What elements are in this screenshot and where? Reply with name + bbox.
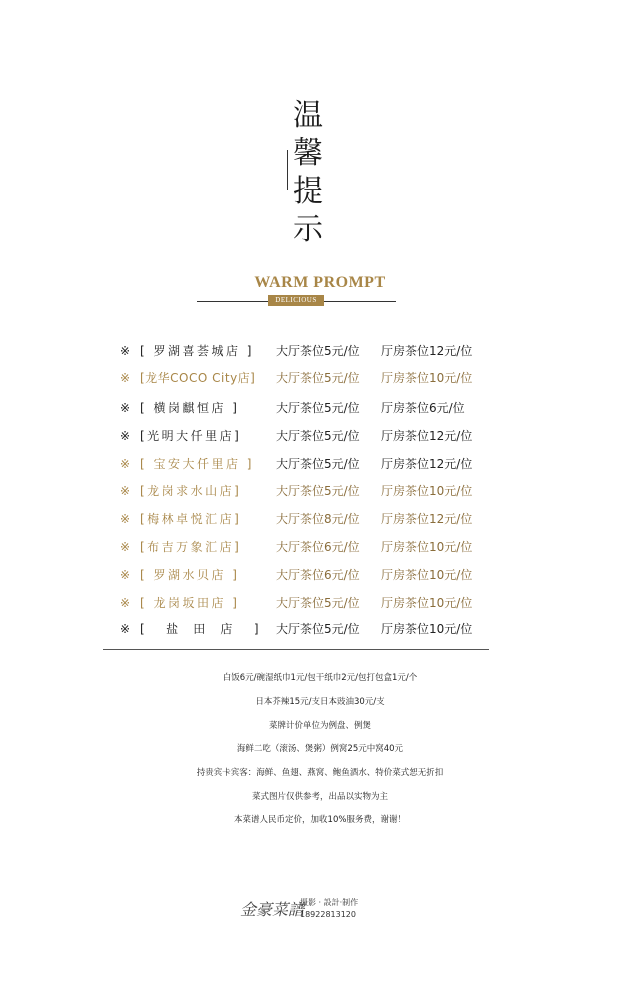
store-name: [ 横岗麒恒店 ] (140, 401, 240, 415)
note-line: 菜牌计价单位为例盘、例煲 (268, 721, 371, 731)
store-name: [龙华COCO City店] (140, 371, 256, 385)
bullet-mark: ※ (120, 512, 131, 526)
credit-text: 摄影 · 設計·制作 (300, 898, 359, 907)
store-row (0, 453, 640, 475)
bullet-mark: ※ (120, 457, 131, 471)
room-tea-fee: 厅房茶位10元/位 (381, 568, 473, 582)
note-line: 本菜谱人民币定价，加收10%服务费，谢谢！ (234, 815, 406, 825)
hall-tea-fee: 大厅茶位5元/位 (276, 596, 360, 610)
room-tea-fee: 厅房茶位12元/位 (381, 512, 473, 526)
page-title (288, 98, 328, 250)
subtitle: WARM PROMPT (254, 274, 386, 291)
note-line: 日本芥辣15元/支日本豉油30元/支 (255, 697, 385, 707)
title-char: 提 (293, 174, 323, 209)
design-credit (300, 897, 358, 921)
store-row (0, 618, 640, 640)
bullet-mark: ※ (120, 401, 131, 415)
hall-tea-fee: 大厅茶位8元/位 (276, 512, 360, 526)
note-line: 菜式图片仅供参考，出品以实物为主 (251, 792, 388, 802)
title-accent-bar (287, 150, 288, 190)
section-divider (103, 649, 489, 650)
store-name: [ 龙岗坂田店 ] (140, 596, 240, 610)
bullet-mark: ※ (120, 484, 131, 498)
room-tea-fee: 厅房茶位10元/位 (381, 596, 473, 610)
brand-logo: 金豪菜譜 (240, 900, 305, 919)
store-name: [布吉万象汇店] (140, 540, 242, 554)
credit-phone: 18922813120 (300, 910, 356, 919)
hall-tea-fee: 大厅茶位5元/位 (276, 622, 360, 636)
store-row (0, 397, 640, 419)
store-name: [梅林卓悦汇店] (140, 512, 242, 526)
store-name: [ 罗湖喜荟城店 ] (140, 344, 254, 358)
store-row (0, 564, 640, 586)
hall-tea-fee: 大厅茶位5元/位 (276, 457, 360, 471)
note-line: 海鲜二吃（滚汤、煲粥）例窝25元中窝40元 (236, 744, 404, 754)
store-name: [ 罗湖水贝店 ] (140, 568, 240, 582)
bullet-mark: ※ (120, 596, 131, 610)
hall-tea-fee: 大厅茶位6元/位 (276, 540, 360, 554)
room-tea-fee: 厅房茶位10元/位 (381, 540, 473, 554)
room-tea-fee: 厅房茶位12元/位 (381, 457, 473, 471)
note-line: 持贵宾卡宾客：海鲜、鱼翅、燕窝、鲍鱼酒水、特价菜式恕无折扣 (196, 768, 444, 778)
bullet-mark: ※ (120, 429, 131, 443)
bullet-mark: ※ (120, 371, 131, 385)
divider-line-left (197, 301, 269, 302)
delicious-badge: DELICIOUS (268, 295, 324, 306)
bullet-mark: ※ (120, 622, 131, 636)
store-row (0, 367, 640, 389)
note-line: 白饭6元/碗湿纸巾1元/包干纸巾2元/包打包盒1元/个 (222, 673, 418, 683)
store-row (0, 592, 640, 614)
hall-tea-fee: 大厅茶位6元/位 (276, 568, 360, 582)
store-row (0, 508, 640, 530)
bullet-mark: ※ (120, 540, 131, 554)
bullet-mark: ※ (120, 568, 131, 582)
bullet-mark: ※ (120, 344, 131, 358)
title-char: 示 (293, 212, 323, 247)
store-row (0, 425, 640, 447)
store-row (0, 340, 640, 362)
store-name: [龙岗求水山店] (140, 484, 242, 498)
hall-tea-fee: 大厅茶位5元/位 (276, 371, 360, 385)
store-row (0, 536, 640, 558)
divider-line-right (324, 301, 396, 302)
room-tea-fee: 厅房茶位10元/位 (381, 484, 473, 498)
hall-tea-fee: 大厅茶位5元/位 (276, 344, 360, 358)
hall-tea-fee: 大厅茶位5元/位 (276, 429, 360, 443)
title-char: 馨 (293, 136, 323, 171)
store-row (0, 480, 640, 502)
room-tea-fee: 厅房茶位12元/位 (381, 429, 473, 443)
store-name: [ 宝安大仟里店 ] (140, 457, 254, 471)
room-tea-fee: 厅房茶位12元/位 (381, 344, 473, 358)
room-tea-fee: 厅房茶位6元/位 (381, 401, 465, 415)
store-name: [ 盐 田 店 ] (140, 622, 262, 636)
room-tea-fee: 厅房茶位10元/位 (381, 371, 473, 385)
hall-tea-fee: 大厅茶位5元/位 (276, 484, 360, 498)
title-char: 温 (293, 98, 323, 133)
hall-tea-fee: 大厅茶位5元/位 (276, 401, 360, 415)
store-name: [光明大仟里店] (140, 429, 242, 443)
room-tea-fee: 厅房茶位10元/位 (381, 622, 473, 636)
